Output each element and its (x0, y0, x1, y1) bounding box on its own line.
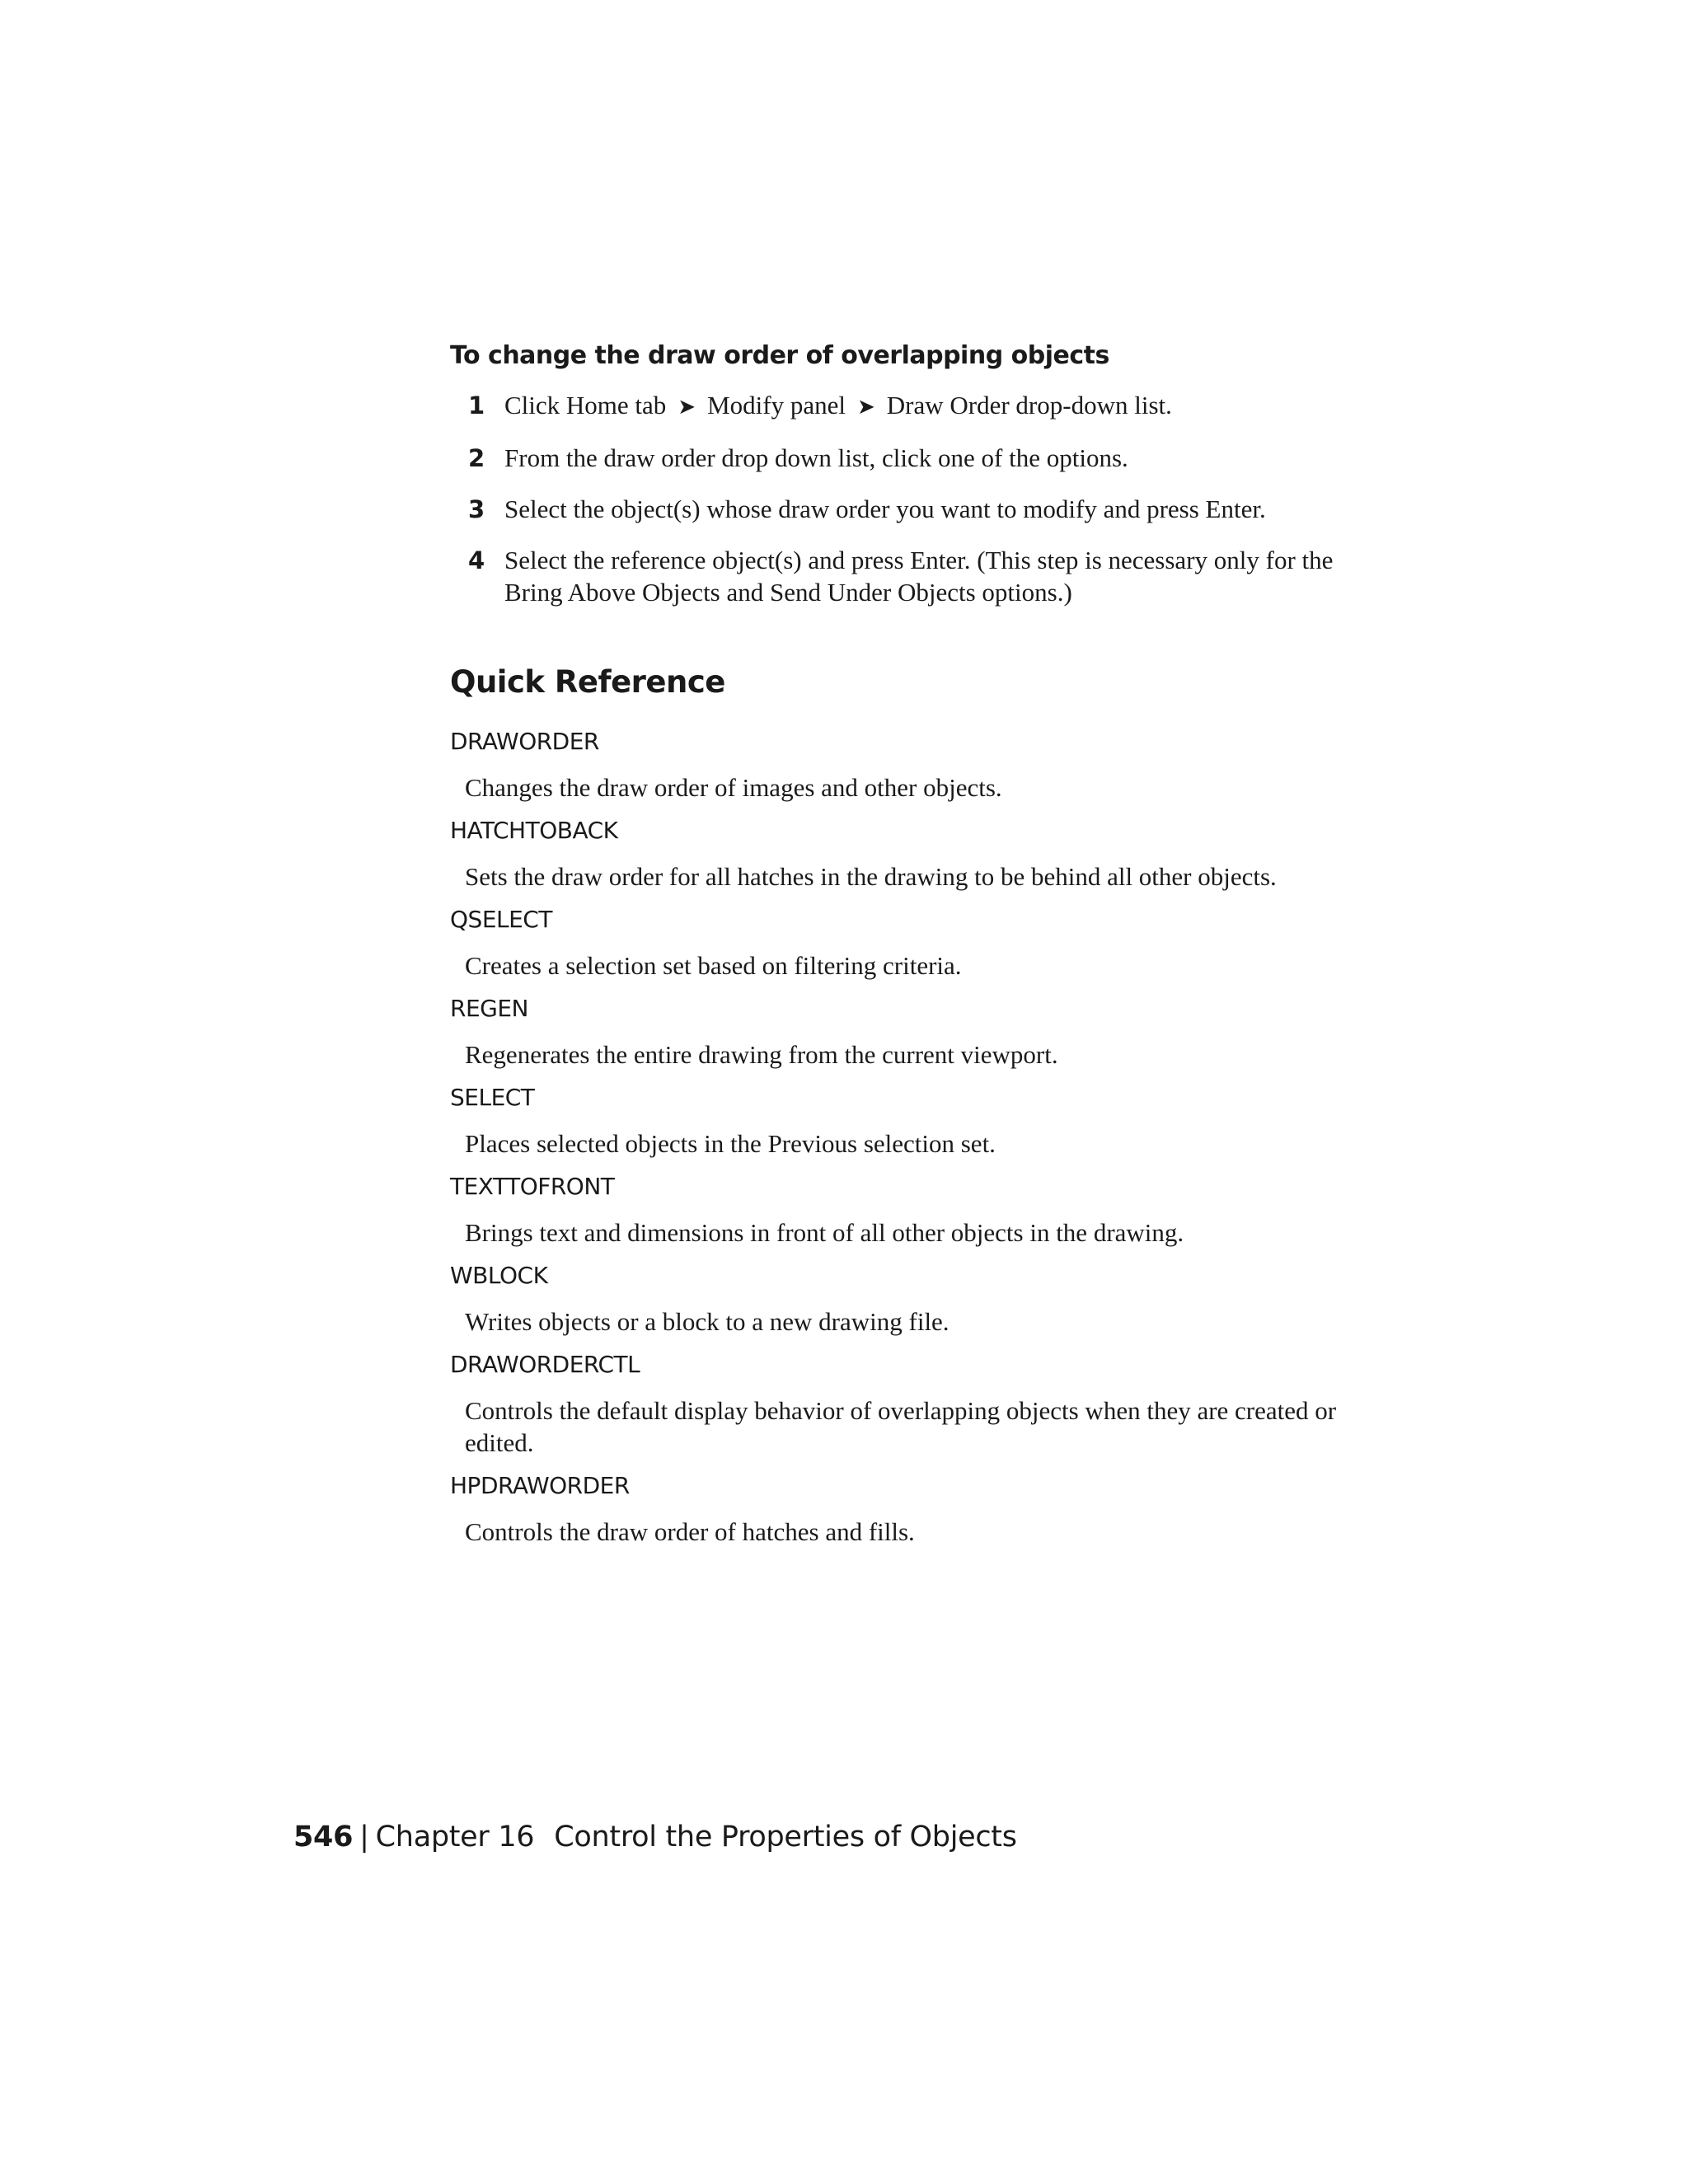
command-description: Writes objects or a block to a new drawing file. (465, 1307, 950, 1336)
step-text: From the draw order drop down list, click one of the options. (504, 443, 1128, 472)
command-description: Sets the draw order for all hatches in the drawing to be behind all other objects. (465, 862, 1277, 891)
command-description: Controls the draw order of hatches and fills. (465, 1517, 915, 1546)
page-content (450, 340, 1373, 1560)
command-name-link[interactable]: HPDRAWORDER (450, 1472, 630, 1499)
command-description: Changes the draw order of images and other objects. (465, 773, 1002, 802)
chapter-title: Control the Properties of Objects (554, 1821, 1017, 1854)
command-name-link[interactable]: QSELECT (450, 906, 552, 933)
command-description: Places selected objects in the Previous selection set. (465, 1129, 996, 1158)
page-number: 546 (293, 1821, 354, 1854)
command-description: Controls the default display behavior of overlapping objects when they are created or edited. (465, 1396, 1337, 1457)
command-name-link[interactable]: DRAWORDER (450, 728, 599, 755)
command-name-link[interactable]: HATCHTOBACK (450, 817, 618, 844)
step-part-draw-order-list: Draw Order drop-down list. (886, 391, 1172, 419)
step-item (450, 389, 1373, 424)
step-number: 4 (468, 546, 485, 574)
command-description: Creates a selection set based on filtering criteria. (465, 951, 962, 980)
procedure-steps (450, 389, 1373, 608)
step-part-modify-panel: Modify panel (707, 391, 846, 419)
command-description: Brings text and dimensions in front of all other objects in the drawing. (465, 1218, 1184, 1247)
step-number: 1 (468, 391, 485, 419)
command-name-link[interactable]: SELECT (450, 1084, 535, 1111)
chapter-label: Chapter 16 (375, 1821, 535, 1854)
command-description: Regenerates the entire drawing from the current viewport. (465, 1040, 1058, 1069)
step-text: Select the object(s) whose draw order you want to modify and press Enter. (504, 494, 1266, 523)
command-name-link[interactable]: WBLOCK (450, 1262, 548, 1289)
command-name-link[interactable]: DRAWORDERCTL (450, 1351, 640, 1378)
step-number: 3 (468, 495, 485, 523)
command-name-link[interactable]: REGEN (450, 995, 528, 1022)
step-item (450, 442, 1373, 475)
quick-reference-heading: Quick Reference (450, 664, 725, 700)
step-item (450, 493, 1373, 526)
step-item (450, 544, 1373, 608)
quick-reference-list (450, 727, 1373, 1548)
footer-separator: | (359, 1821, 369, 1854)
step-text: Select the reference object(s) and press Enter. (This step is necessary only for the Bring Above Objects and Send Under Objects options.) (504, 546, 1334, 607)
step-text (504, 389, 1373, 424)
arrow-right-icon: ➤ (678, 395, 696, 419)
page-footer (293, 1818, 1017, 1856)
arrow-right-icon: ➤ (856, 395, 875, 419)
procedure-title: To change the draw order of overlapping objects (450, 341, 1109, 370)
step-part-home-tab: Click Home tab (504, 391, 667, 419)
command-name-link[interactable]: TEXTTOFRONT (450, 1173, 615, 1200)
step-number: 2 (468, 444, 485, 472)
